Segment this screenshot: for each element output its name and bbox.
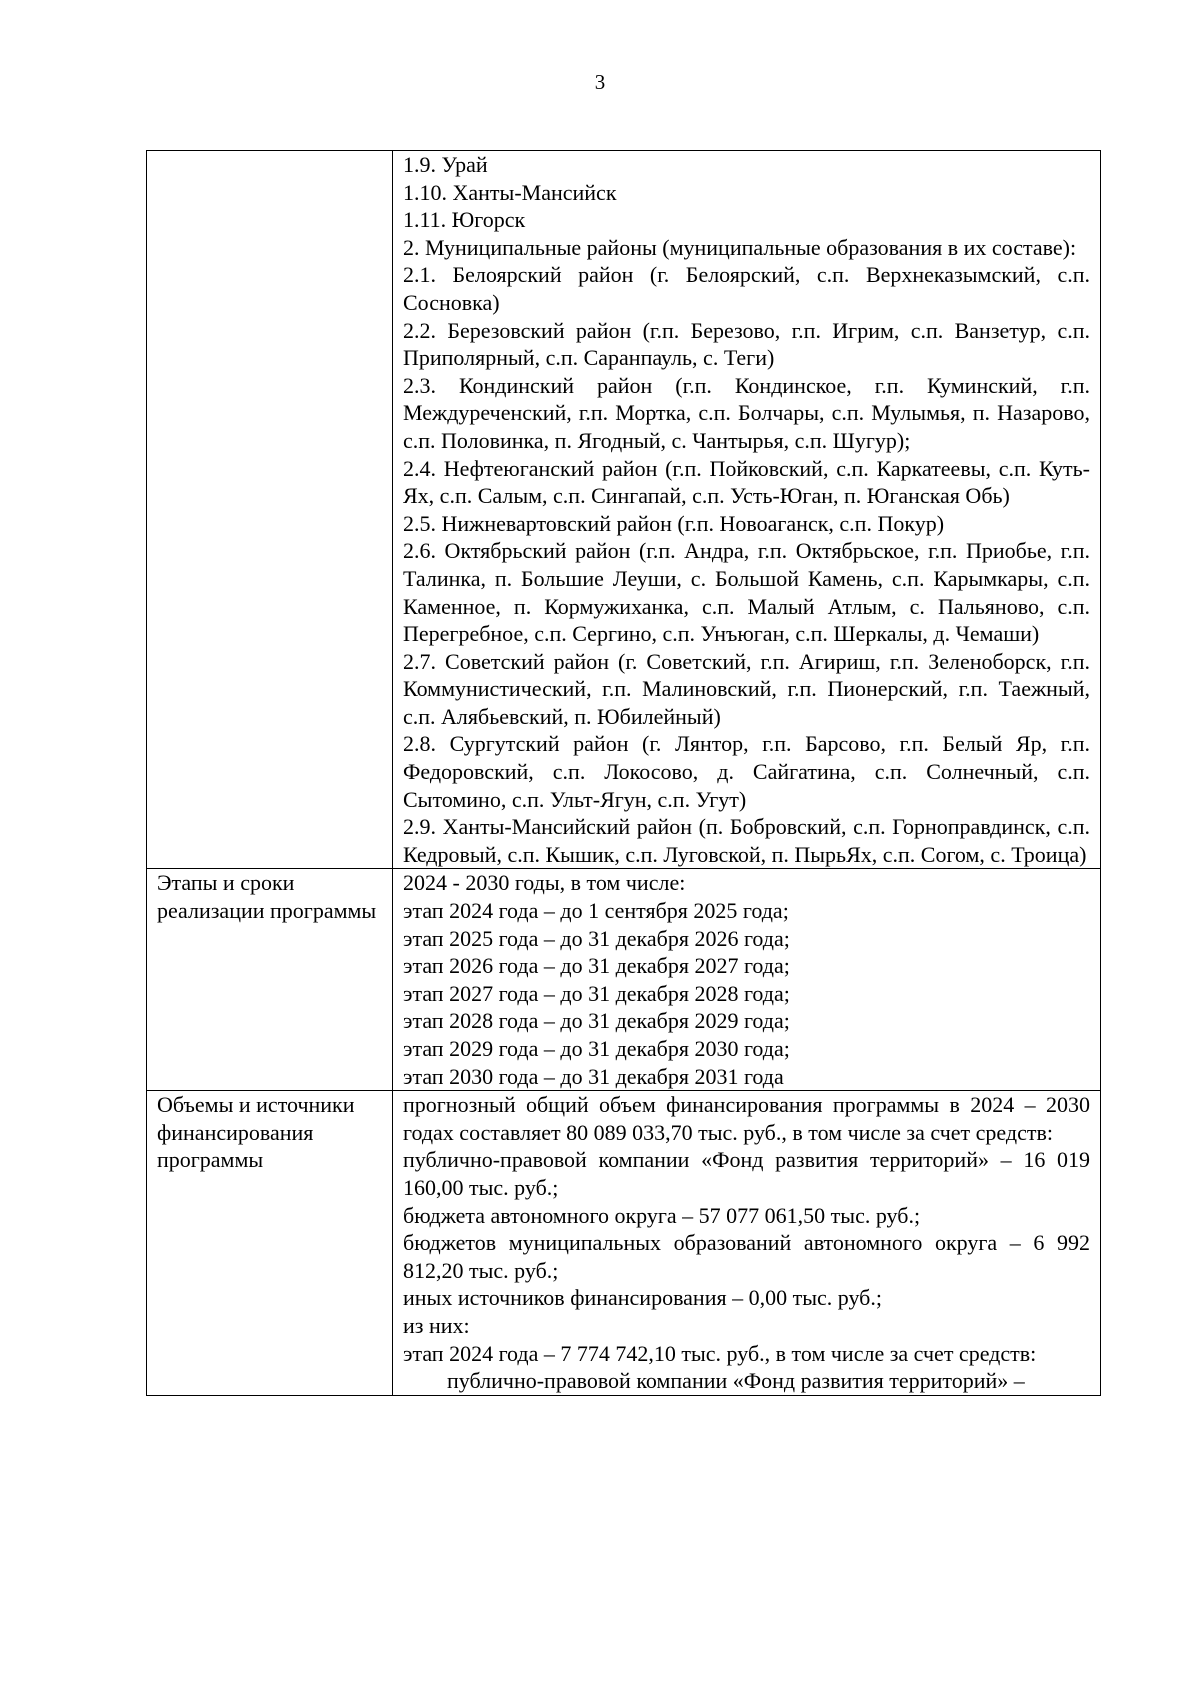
table-row-financing [147, 1091, 1101, 1396]
list-item: 2.9. Ханты-Мансийский район (п. Бобровский, с.п. Горноправдинск, с.п. Кедровый, с.п. Кышик, с.п. Луговской, п. ПырьЯх, с.п. Согом, с. Троица) [403, 814, 1090, 867]
list-item: публично-правовой компании «Фонд развития территорий» – [447, 1368, 1025, 1394]
list-item: 2.8. Сургутский район (г. Лянтор, г.п. Барсово, г.п. Белый Яр, г.п. Федоровский, с.п. Локосово, д. Сайгатина, с.п. Солнечный, с.п. Сытомино, с.п. Ульт-Ягун, с.п. Угут) [403, 731, 1090, 812]
list-item: 2.2. Березовский район (г.п. Березово, г.п. Игрим, с.п. Ванзетур, с.п. Приполярный, с.п. Саранпауль, с. Теги) [403, 317, 1090, 371]
row-content-financing [393, 1091, 1101, 1396]
list-item: этап 2024 года – до 1 сентября 2025 года; [403, 898, 789, 924]
list-item: 2.4. Нефтеюганский район (г.п. Пойковский, с.п. Каркатеевы, с.п. Куть-Ях, с.п. Салым, с.п. Сингапай, с.п. Усть-Юган, п. Юганская Обь) [403, 455, 1090, 509]
list-item: этап 2030 года – до 31 декабря 2031 года [403, 1063, 784, 1089]
list-item: публично-правовой компании «Фонд развития территорий» – 16 019 160,00 тыс. руб.; [403, 1147, 1090, 1200]
list-item: бюджета автономного округа – 57 077 061,50 тыс. руб.; [403, 1202, 921, 1228]
list-item: 2.1. Белоярский район (г. Белоярский, с.п. Верхнеказымский, с.п. Сосновка) [403, 262, 1090, 315]
list-item: этап 2027 года – до 31 декабря 2028 года; [403, 980, 790, 1006]
list-item: 1.9. Урай [403, 152, 488, 177]
list-item: 2.6. Октябрьский район (г.п. Андра, г.п. Октябрьское, г.п. Приобье, г.п. Талинка, п. Большие Леуши, с. Большой Камень, с.п. Карымкары, с.п. Каменное, п. Кормужиханка, с.п. Малый Атлым, с. Пальяново, с.п. Перегребное, с.п. Сергино, с.п. Унъюган, с.п. Шеркалы, д. Чемаши) [403, 538, 1090, 647]
list-item: этап 2029 года – до 31 декабря 2030 года; [403, 1036, 790, 1061]
program-passport-table [146, 150, 1101, 1396]
list-item: иных источников финансирования – 0,00 тыс. руб.; [403, 1285, 882, 1311]
list-item: этап 2024 года – 7 774 742,10 тыс. руб., в том числе за счет средств: [403, 1340, 1037, 1366]
list-item: из них: [403, 1312, 470, 1338]
list-item: бюджетов муниципальных образований автономного округа – 6 992 812,20 тыс. руб.; [403, 1230, 1090, 1283]
row-label-stages: Этапы и сроки реализации программы [147, 869, 393, 1091]
list-item: этап 2026 года – до 31 декабря 2027 года; [403, 953, 790, 979]
list-item: 1.11. Югорск [403, 207, 526, 233]
list-item: 2024 - 2030 годы, в том числе: [403, 870, 686, 896]
list-item: 2. Муниципальные районы (муниципальные образования в их составе): [403, 234, 1077, 260]
row-content-municipalities [393, 151, 1101, 869]
list-item: 2.5. Нижневартовский район (г.п. Новоаганск, с.п. Покур) [403, 510, 945, 536]
list-item: этап 2025 года – до 31 декабря 2026 года; [403, 925, 790, 951]
list-item: прогнозный общий объем финансирования программы в 2024 – 2030 годах составляет 80 089 033,70 тыс. руб., в том числе за счет средств: [403, 1092, 1090, 1145]
row-label [147, 151, 393, 869]
row-label-financing: Объемы и источники финансирования программы [147, 1091, 393, 1396]
list-item: этап 2028 года – до 31 декабря 2029 года; [403, 1008, 790, 1034]
list-item: 1.10. Ханты-Мансийск [403, 179, 617, 205]
list-item: 2.3. Кондинский район (г.п. Кондинское, г.п. Куминский, г.п. Междуреченский, г.п. Мортка, с.п. Болчары, с.п. Мулымья, п. Назарово, с.п. Половинка, п. Ягодный, с. Чантырья, с.п. Шугур); [403, 372, 1090, 453]
list-item: 2.7. Советский район (г. Советский, г.п. Агириш, г.п. Зеленоборск, г.п. Коммунистический, г.п. Малиновский, г.п. Пионерский, г.п. Таежный, с.п. Алябьевский, п. Юбилейный) [403, 648, 1090, 729]
table-row-stages [147, 869, 1101, 1091]
row-content-stages [393, 869, 1101, 1091]
page-number: 3 [594, 70, 606, 94]
table-row-municipalities [147, 151, 1101, 869]
